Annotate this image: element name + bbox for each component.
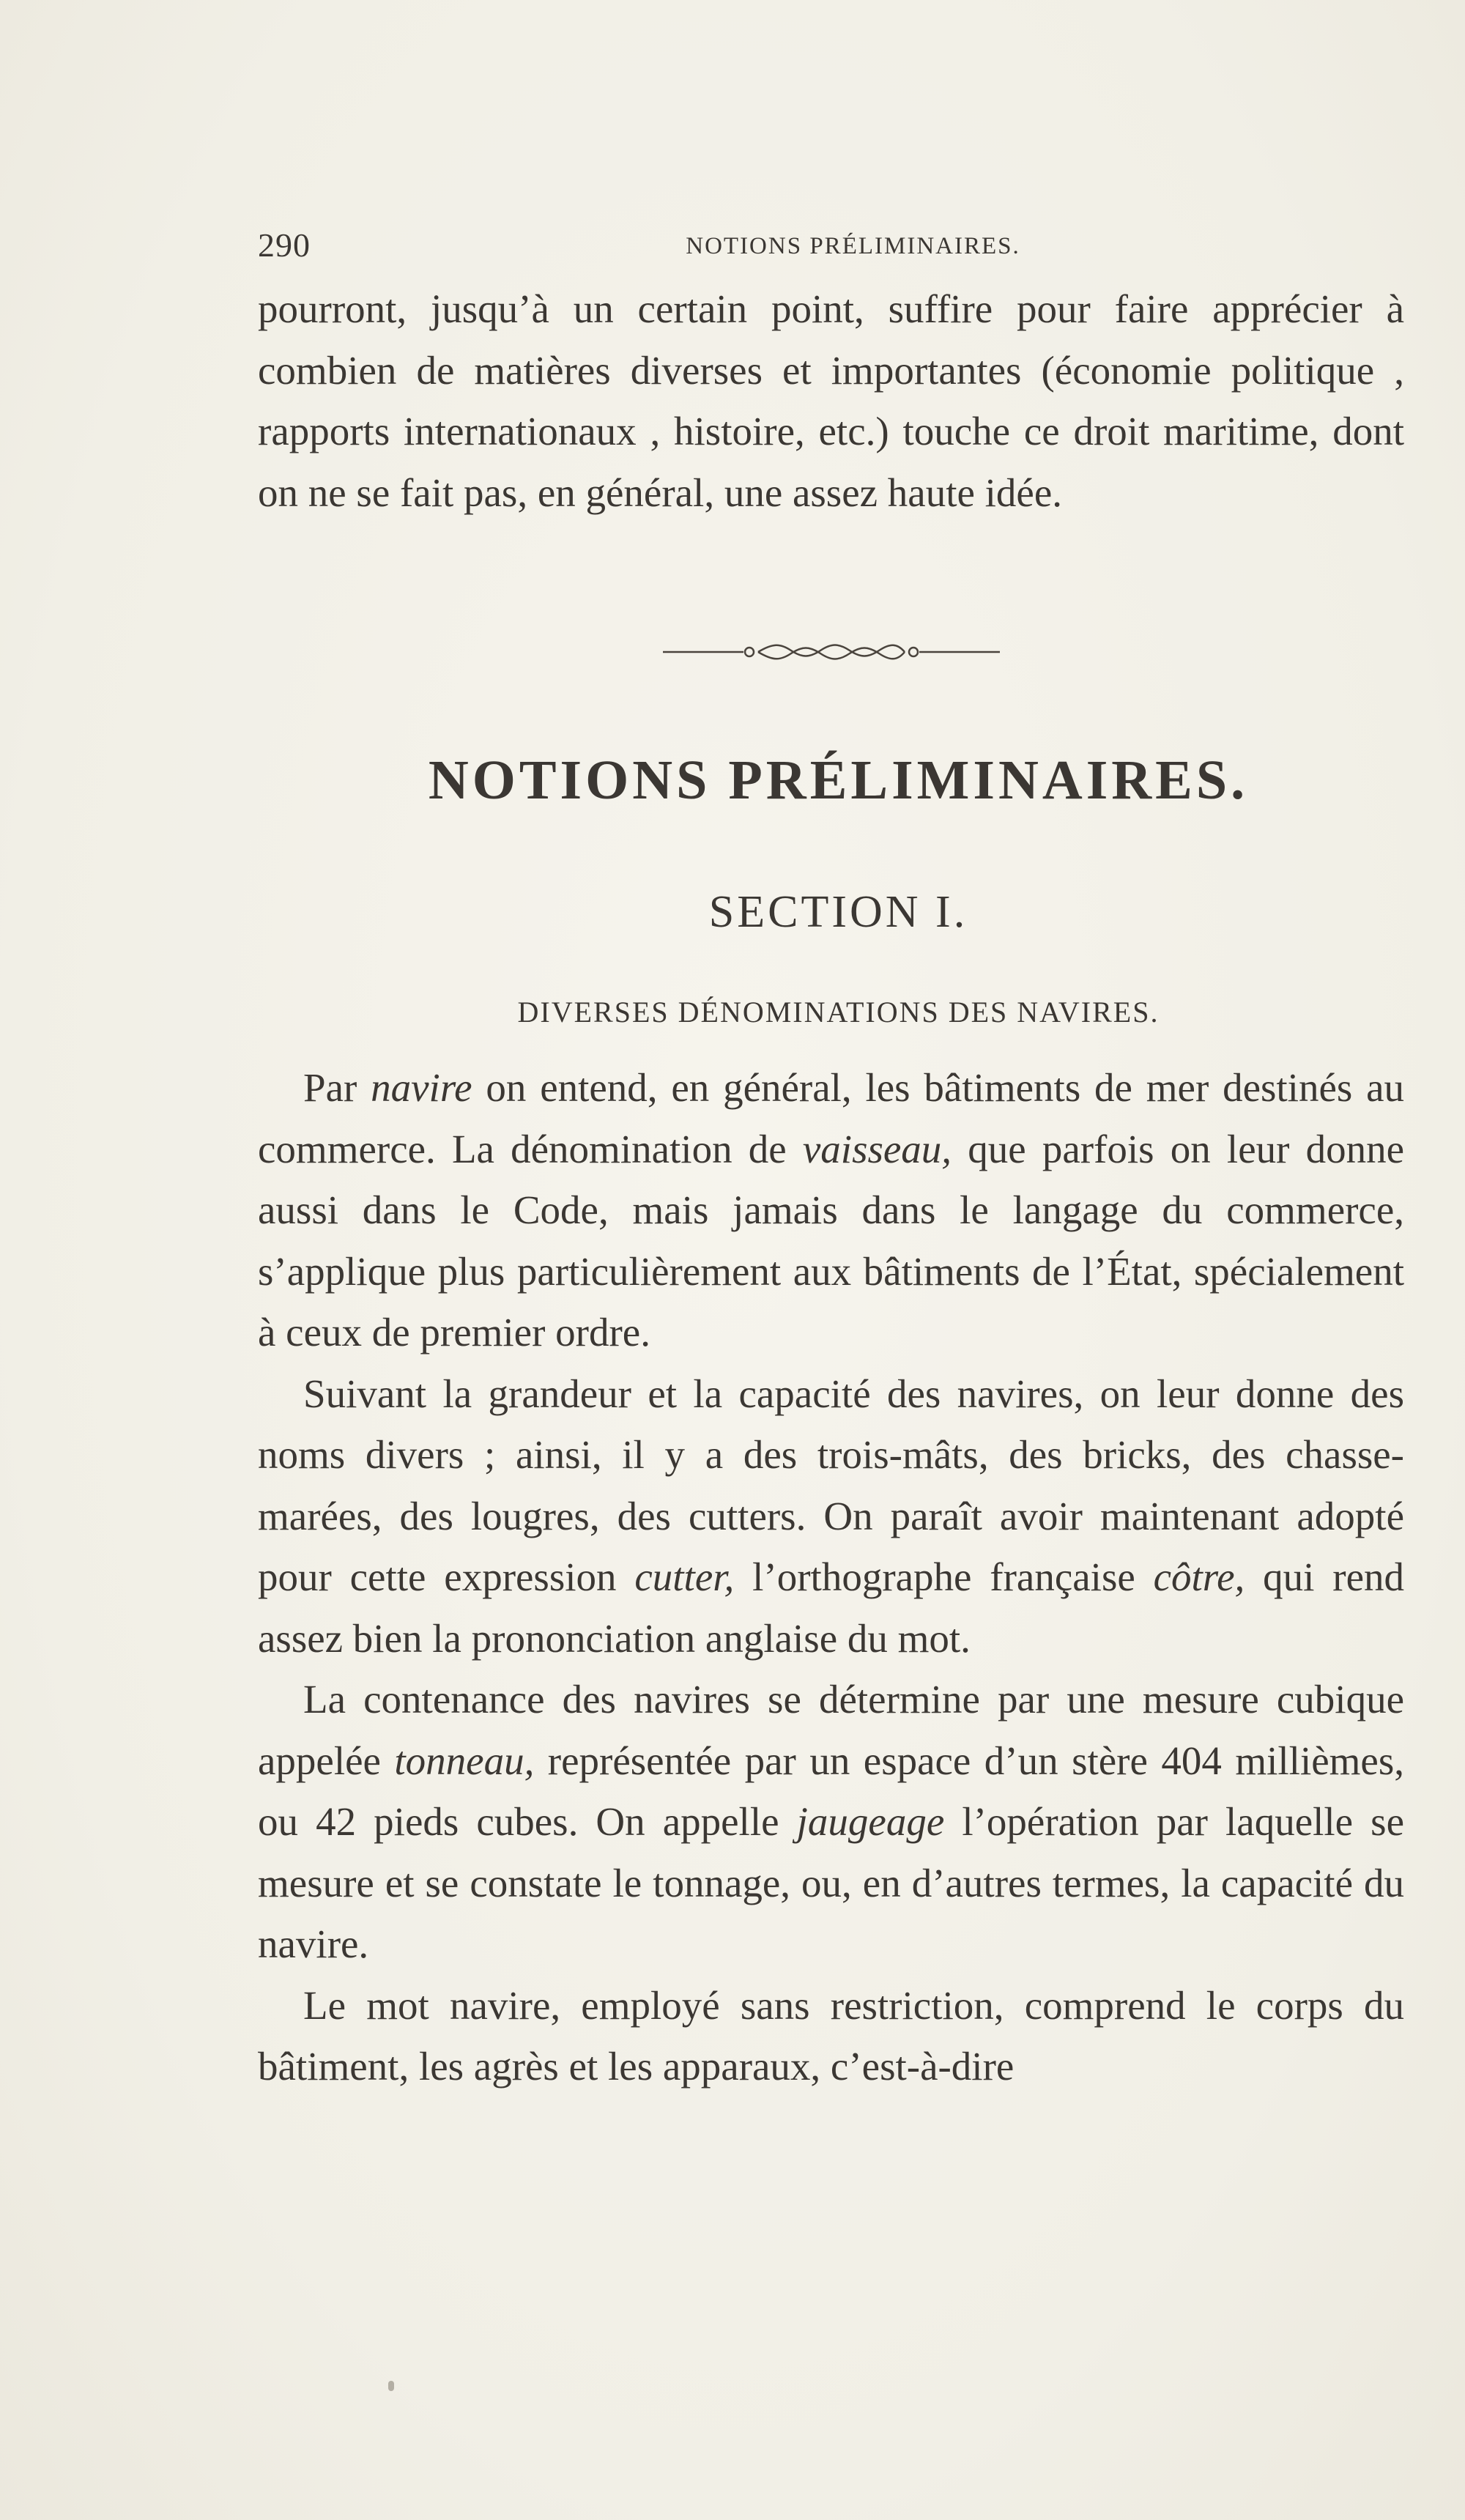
text-run: l’orthographe française — [734, 1554, 1154, 1599]
paragraph-contenance — [258, 1669, 1404, 1975]
main-title: NOTIONS PRÉLIMINAIRES. — [428, 749, 1249, 811]
page-number: 290 — [258, 226, 311, 264]
text-run: Par — [303, 1065, 371, 1110]
subsection-title: DIVERSES DÉNOMINATIONS DES NAVIRES. — [517, 996, 1160, 1029]
italic-term: jaugeage — [796, 1799, 945, 1844]
text-run: on entend, en général, les bâtiments de mer destinés au commerce. La dénomination de — [258, 1065, 1404, 1171]
intro-text-block — [258, 278, 1404, 523]
section-title: SECTION I. — [708, 887, 968, 937]
text-run: que parfois on leur donne aussi dans le Code, mais jamais dans le langage du commerce, s’applique plus particulièrement aux bâtiments de l’État, spécialement à ceux de premier ordre. — [258, 1126, 1405, 1354]
paragraph-mot-navire — [258, 1975, 1404, 2097]
italic-term: vaisseau, — [802, 1126, 952, 1171]
italic-term: tonneau, — [394, 1738, 535, 1783]
text-run: l’opération par laquelle se mesure et se constate le tonnage, ou, en d’autres termes, la capacité du navire. — [258, 1799, 1405, 1966]
running-head-title: NOTIONS PRÉLIMINAIRES. — [686, 233, 1020, 259]
body-text-block — [258, 1057, 1404, 2097]
text-run: La contenance des navires se détermine par une mesure cubique appelée — [258, 1677, 1404, 1783]
paragraph-grandeur — [258, 1363, 1404, 1670]
decorative-rule-ornament-icon — [663, 637, 1000, 667]
text-run: Suivant la grandeur et la capacité des navires, on leur donne des noms divers ; ainsi, il y a des trois-mâts, des bricks, des chasse-marées, des lougres, des cutters. On paraît avoir maintenant adopté pour cette expression — [258, 1371, 1404, 1599]
running-head — [258, 220, 1404, 271]
text-run: Le mot navire, employé sans restriction, comprend le corps du bâtiment, les agrès et les apparaux, c’est-à-dire — [258, 1982, 1404, 2089]
text-run: représentée par un espace d’un stère 404 millièmes, ou 42 pieds cubes. On appelle — [258, 1738, 1404, 1844]
text-run: qui rend assez bien la prononciation anglaise du mot. — [258, 1554, 1404, 1661]
paper-speck — [388, 2381, 394, 2391]
paragraph-navire — [258, 1057, 1404, 1363]
italic-term: cutter, — [634, 1554, 735, 1599]
italic-term: navire — [371, 1065, 472, 1110]
intro-paragraph: pourront, jusqu’à un certain point, suffire pour faire apprécier à combien de matières diverses et importantes (économie politique , rapports internationaux , histoire, etc.) touche ce droit maritime, dont on ne se fait pas, en général, une assez haute idée. — [258, 286, 1404, 515]
italic-term: côtre, — [1153, 1554, 1245, 1599]
